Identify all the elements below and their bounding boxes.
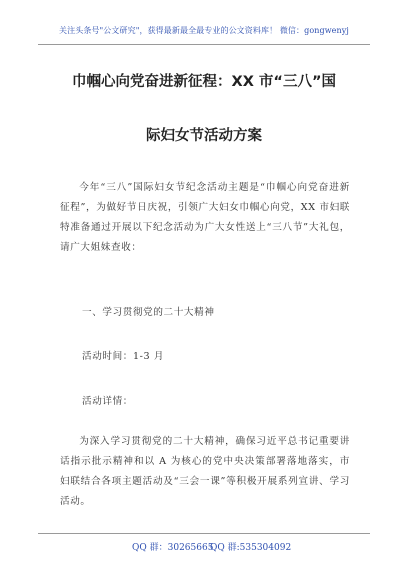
document-title-line-2: 际妇女节活动方案 xyxy=(146,128,262,144)
section-heading: 一、学习贯彻党的二十大精神 xyxy=(82,307,215,318)
footer-divider xyxy=(38,533,370,534)
footer-qq-group-1: QQ 群：30265665 xyxy=(132,543,214,553)
header-divider xyxy=(38,44,370,45)
activity-time: 活动时间：1-3 月 xyxy=(82,351,165,362)
body-paragraph: 为深入学习贯彻党的二十大精神，确保习近平总书记重要讲话指示批示精神和以 A 为核心的党中央决策部署落地落实，市妇联结合各项主题活动及“三会一课”等积极开展系列宣讲、学习活动。 xyxy=(60,436,350,507)
document-title-line-1: 巾帼心向党奋进新征程：XX 市“三八”国 xyxy=(72,74,336,90)
header-promo-text: 关注头条号"公文研究"，获得最新最全最专业的公文资料库！ 微信：gongwenyj xyxy=(59,26,349,35)
intro-paragraph: 今年“三八”国际妇女节纪念活动主题是“巾帼心向党奋进新征程”，为做好节日庆祝，引领广大妇女巾帼心向党，XX 市妇联特准备通过开展以下纪念活动为广大女性送上“三八节”大礼包，请广大姐妹查收： xyxy=(60,182,350,253)
footer-qq-group-2: QQ 群:535304092 xyxy=(210,543,292,553)
activity-detail-label: 活动详情： xyxy=(82,396,133,407)
